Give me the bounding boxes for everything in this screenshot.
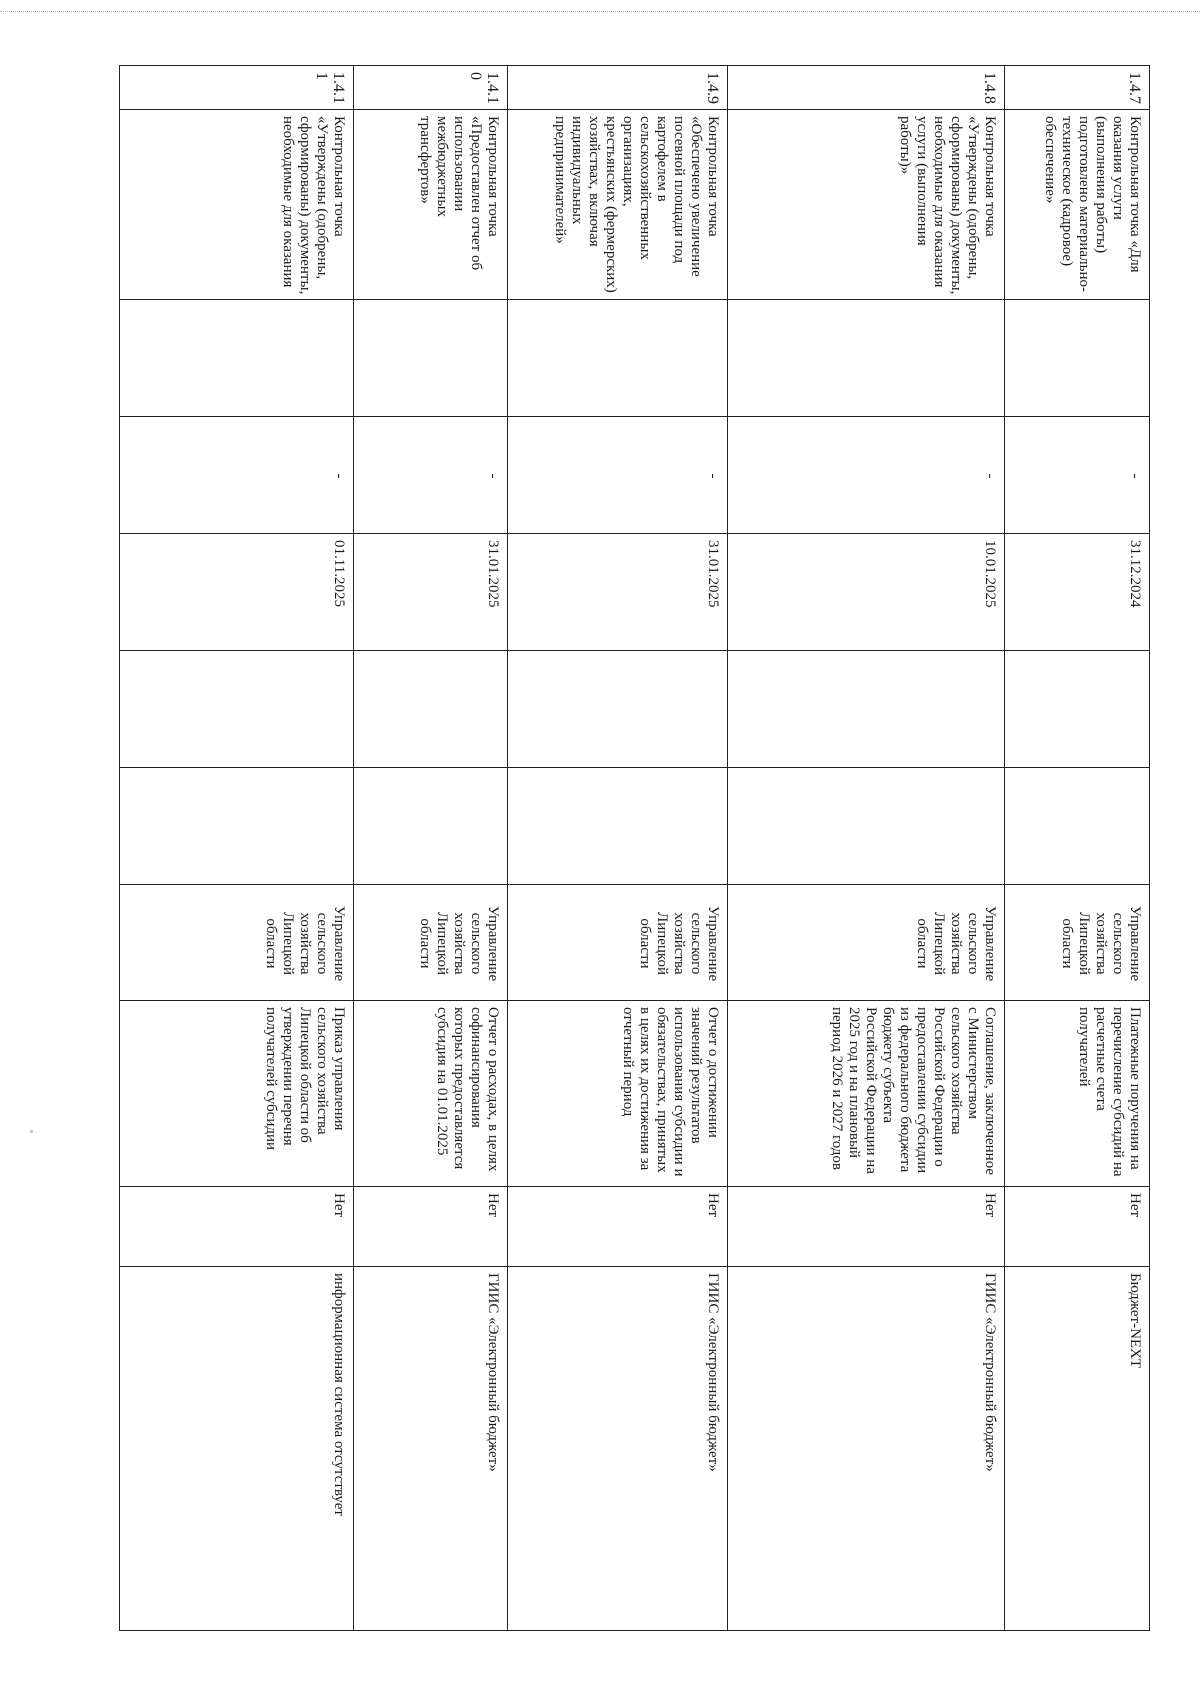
empty-cell <box>120 768 354 885</box>
dash-cell: - <box>728 417 1005 534</box>
control-point-name-cell: Контрольная точка «Предоставлен отчет об использовании межбюджетных трансфертов» <box>354 110 508 300</box>
date-cell: 31.01.2025 <box>508 534 728 651</box>
rotated-page-content <box>120 65 1150 1630</box>
table-row <box>354 66 508 1631</box>
information-system-cell: информационная система отсутствует <box>120 1267 354 1631</box>
responsible-cell: Управление сельского хозяйства Липецкой области <box>354 885 508 1001</box>
empty-cell <box>120 300 354 417</box>
row-number-cell: 1.4.8 <box>728 66 1005 110</box>
responsible-cell: Управление сельского хозяйства Липецкой области <box>1005 885 1150 1001</box>
control-point-name-cell: Контрольная точка «Обеспечено увеличение посевной площади под картофелем в сельскохозяйственных организациях, крестьянских (фермерских) хозяйствах, включая индивидуальных предпринимателей» <box>508 110 728 300</box>
row-number-cell: 1.4.7 <box>1005 66 1150 110</box>
empty-cell <box>508 300 728 417</box>
date-cell: 31.01.2025 <box>354 534 508 651</box>
flag-cell: Нет <box>508 1187 728 1267</box>
document-cell: Приказ управления сельского хозяйства Липецкой области об утверждении перечня получателей субсидии <box>120 1001 354 1187</box>
empty-cell <box>1005 651 1150 768</box>
date-cell: 10.01.2025 <box>728 534 1005 651</box>
empty-cell <box>354 651 508 768</box>
information-system-cell: Бюджет-NEXT <box>1005 1267 1150 1631</box>
flag-cell: Нет <box>354 1187 508 1267</box>
information-system-cell: ГИИС «Электронный бюджет» <box>354 1267 508 1631</box>
empty-cell <box>728 768 1005 885</box>
empty-cell <box>354 768 508 885</box>
table-row <box>508 66 728 1631</box>
empty-cell <box>120 651 354 768</box>
table-row <box>728 66 1005 1631</box>
date-cell: 31.12.2024 <box>1005 534 1150 651</box>
empty-cell <box>354 300 508 417</box>
empty-cell <box>1005 300 1150 417</box>
empty-cell <box>1005 768 1150 885</box>
scan-top-edge <box>0 11 1200 12</box>
control-point-name-cell: Контрольная точка «Утверждены (одобрены, сформированы) документы, необходимые для оказания <box>120 110 354 300</box>
row-number-cell: 1.4.9 <box>508 66 728 110</box>
responsible-cell: Управление сельского хозяйства Липецкой области <box>120 885 354 1001</box>
control-point-name-cell: Контрольная точка «Для оказания услуги (выполнения работы) подготовлено материально-техническое (кадровое) обеспечение» <box>1005 110 1150 300</box>
dash-cell: - <box>1005 417 1150 534</box>
scan-speck <box>30 1130 33 1133</box>
document-cell: Соглашение, заключенное с Министерством сельского хозяйства Российской Федерации о предоставлении субсидии из федерального бюджета бюджету субъекта Российской Федерации на 2025 год и на плановый период 2026 и 2027 годов <box>728 1001 1005 1187</box>
empty-cell <box>508 651 728 768</box>
empty-cell <box>728 300 1005 417</box>
dash-cell: - <box>508 417 728 534</box>
row-number-cell: 1.4.10 <box>354 66 508 110</box>
empty-cell <box>728 651 1005 768</box>
information-system-cell: ГИИС «Электронный бюджет» <box>728 1267 1005 1631</box>
responsible-cell: Управление сельского хозяйства Липецкой области <box>728 885 1005 1001</box>
empty-cell <box>508 768 728 885</box>
flag-cell: Нет <box>1005 1187 1150 1267</box>
document-cell: Платежные поручения на перечисление субсидий на расчетные счета получателей <box>1005 1001 1150 1187</box>
responsible-cell: Управление сельского хозяйства Липецкой области <box>508 885 728 1001</box>
row-number-cell: 1.4.11 <box>120 66 354 110</box>
table-row <box>120 66 354 1631</box>
dash-cell: - <box>120 417 354 534</box>
flag-cell: Нет <box>120 1187 354 1267</box>
control-points-table <box>119 65 1150 1631</box>
control-point-name-cell: Контрольная точка «Утверждены (одобрены, сформированы) документы, необходимые для оказания услуги (выполнения работы)» <box>728 110 1005 300</box>
table-row <box>1005 66 1150 1631</box>
document-cell: Отчет о расходах, в целях софинансирования которых предоставляется субсидия на 01.01.2025 <box>354 1001 508 1187</box>
flag-cell: Нет <box>728 1187 1005 1267</box>
information-system-cell: ГИИС «Электронный бюджет» <box>508 1267 728 1631</box>
date-cell: 01.11.2025 <box>120 534 354 651</box>
dash-cell: - <box>354 417 508 534</box>
document-cell: Отчет о достижении значений результатов использования субсидии и обязательствах, принятых в целях их достижения за отчетный период <box>508 1001 728 1187</box>
